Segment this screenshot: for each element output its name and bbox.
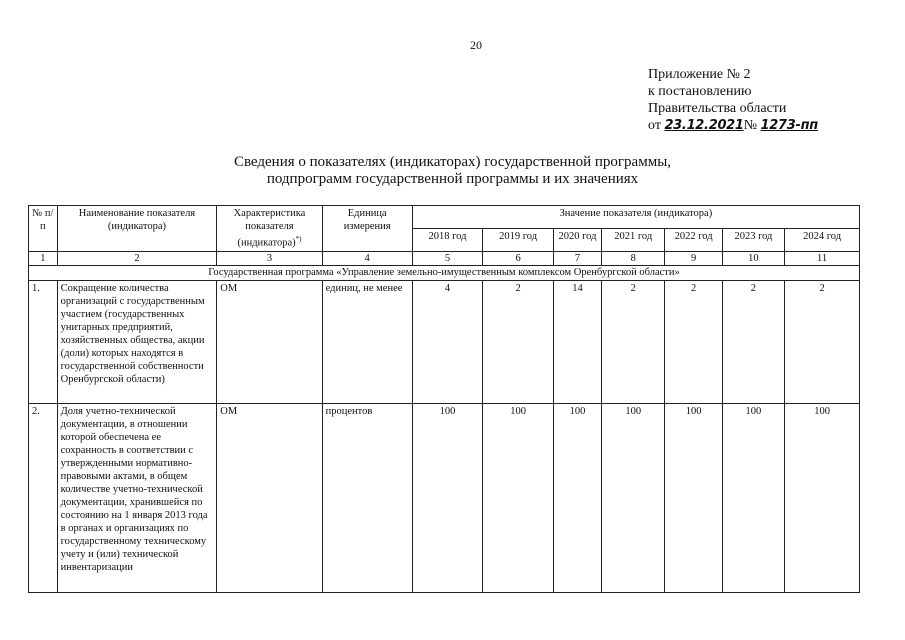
title-line-2: подпрограмм государственной программы и их значениях [266,171,639,187]
column-number: 6 [483,251,554,265]
appendix-block [648,66,818,134]
handwritten-date: 23.12.2021 [664,118,744,133]
column-number: 10 [722,251,784,265]
column-number: 2 [57,251,217,265]
document-title [0,154,905,188]
header-year: 2019 год [483,228,554,251]
column-number: 9 [665,251,722,265]
row-num: 2. [29,403,58,592]
header-year: 2024 год [785,228,860,251]
from-label: от [648,118,661,133]
header-characteristic [217,206,322,252]
page-number: 20 [470,38,482,52]
row-value: 100 [665,403,722,592]
row-value: 2 [665,280,722,403]
program-title: Государственная программа «Управление земельно-имущественным комплексом Оренбургской области» [29,265,860,280]
row-value: 2 [785,280,860,403]
row-value: 100 [553,403,601,592]
header-unit: Единица измерения [322,206,412,252]
header-year: 2023 год [722,228,784,251]
header-year: 2020 год [553,228,601,251]
row-unit: процентов [322,403,412,592]
column-number: 1 [29,251,58,265]
header-year: 2022 год [665,228,722,251]
appendix-line-4 [648,117,818,134]
row-unit: единиц, не менее [322,280,412,403]
header-num: № п/п [29,206,58,252]
row-value: 100 [722,403,784,592]
row-value: 100 [601,403,664,592]
column-number: 11 [785,251,860,265]
header-year: 2021 год [601,228,664,251]
table-row [29,280,860,403]
column-number: 3 [217,251,322,265]
row-value: 2 [601,280,664,403]
row-value: 100 [483,403,554,592]
row-characteristic: ОМ [217,280,322,403]
row-value: 100 [412,403,483,592]
table-row [29,403,860,592]
header-characteristic-mark: *) [295,235,302,243]
header-name: Наименование показателя (индикатора) [57,206,217,252]
header-year: 2018 год [412,228,483,251]
indicators-table [28,205,860,593]
row-characteristic: ОМ [217,403,322,592]
column-number: 7 [553,251,601,265]
row-value: 4 [412,280,483,403]
number-label: № [743,118,758,133]
appendix-line-3: Правительства области [648,101,787,116]
header-characteristic-text: Характеристика показателя (индикатора) [233,208,306,249]
row-value: 14 [553,280,601,403]
appendix-line-1: Приложение № 2 [648,67,751,82]
row-name: Сокращение количества организаций с государственным участием (государственных унитарных предприятий, хозяйственных общества, акции (доли) которых находятся в государственной собственности Оренбургской области) [57,280,217,403]
title-line-1: Сведения о показателях (индикаторах) государственной программы, [233,154,672,170]
header-values-group: Значение показателя (индикатора) [412,206,859,229]
column-number: 8 [601,251,664,265]
column-number: 4 [322,251,412,265]
program-row [29,265,860,280]
row-num: 1. [29,280,58,403]
appendix-line-2: к постановлению [648,84,752,99]
row-value: 2 [483,280,554,403]
header-row-1 [29,206,860,229]
column-number-row [29,251,860,265]
row-name: Доля учетно-технической документации, в отношении которой обеспечена ее сохранность в соответствии с утвержденными нормативно-правовыми актами, в общем количестве учетно-технической документации, хранившейся по состоянию на 1 января 2013 года в органах и организациях по государственному техническому учету и (или) технической инвентаризации [57,403,217,592]
handwritten-number: 1273-пп [760,118,818,133]
row-value: 100 [785,403,860,592]
row-value: 2 [722,280,784,403]
column-number: 5 [412,251,483,265]
